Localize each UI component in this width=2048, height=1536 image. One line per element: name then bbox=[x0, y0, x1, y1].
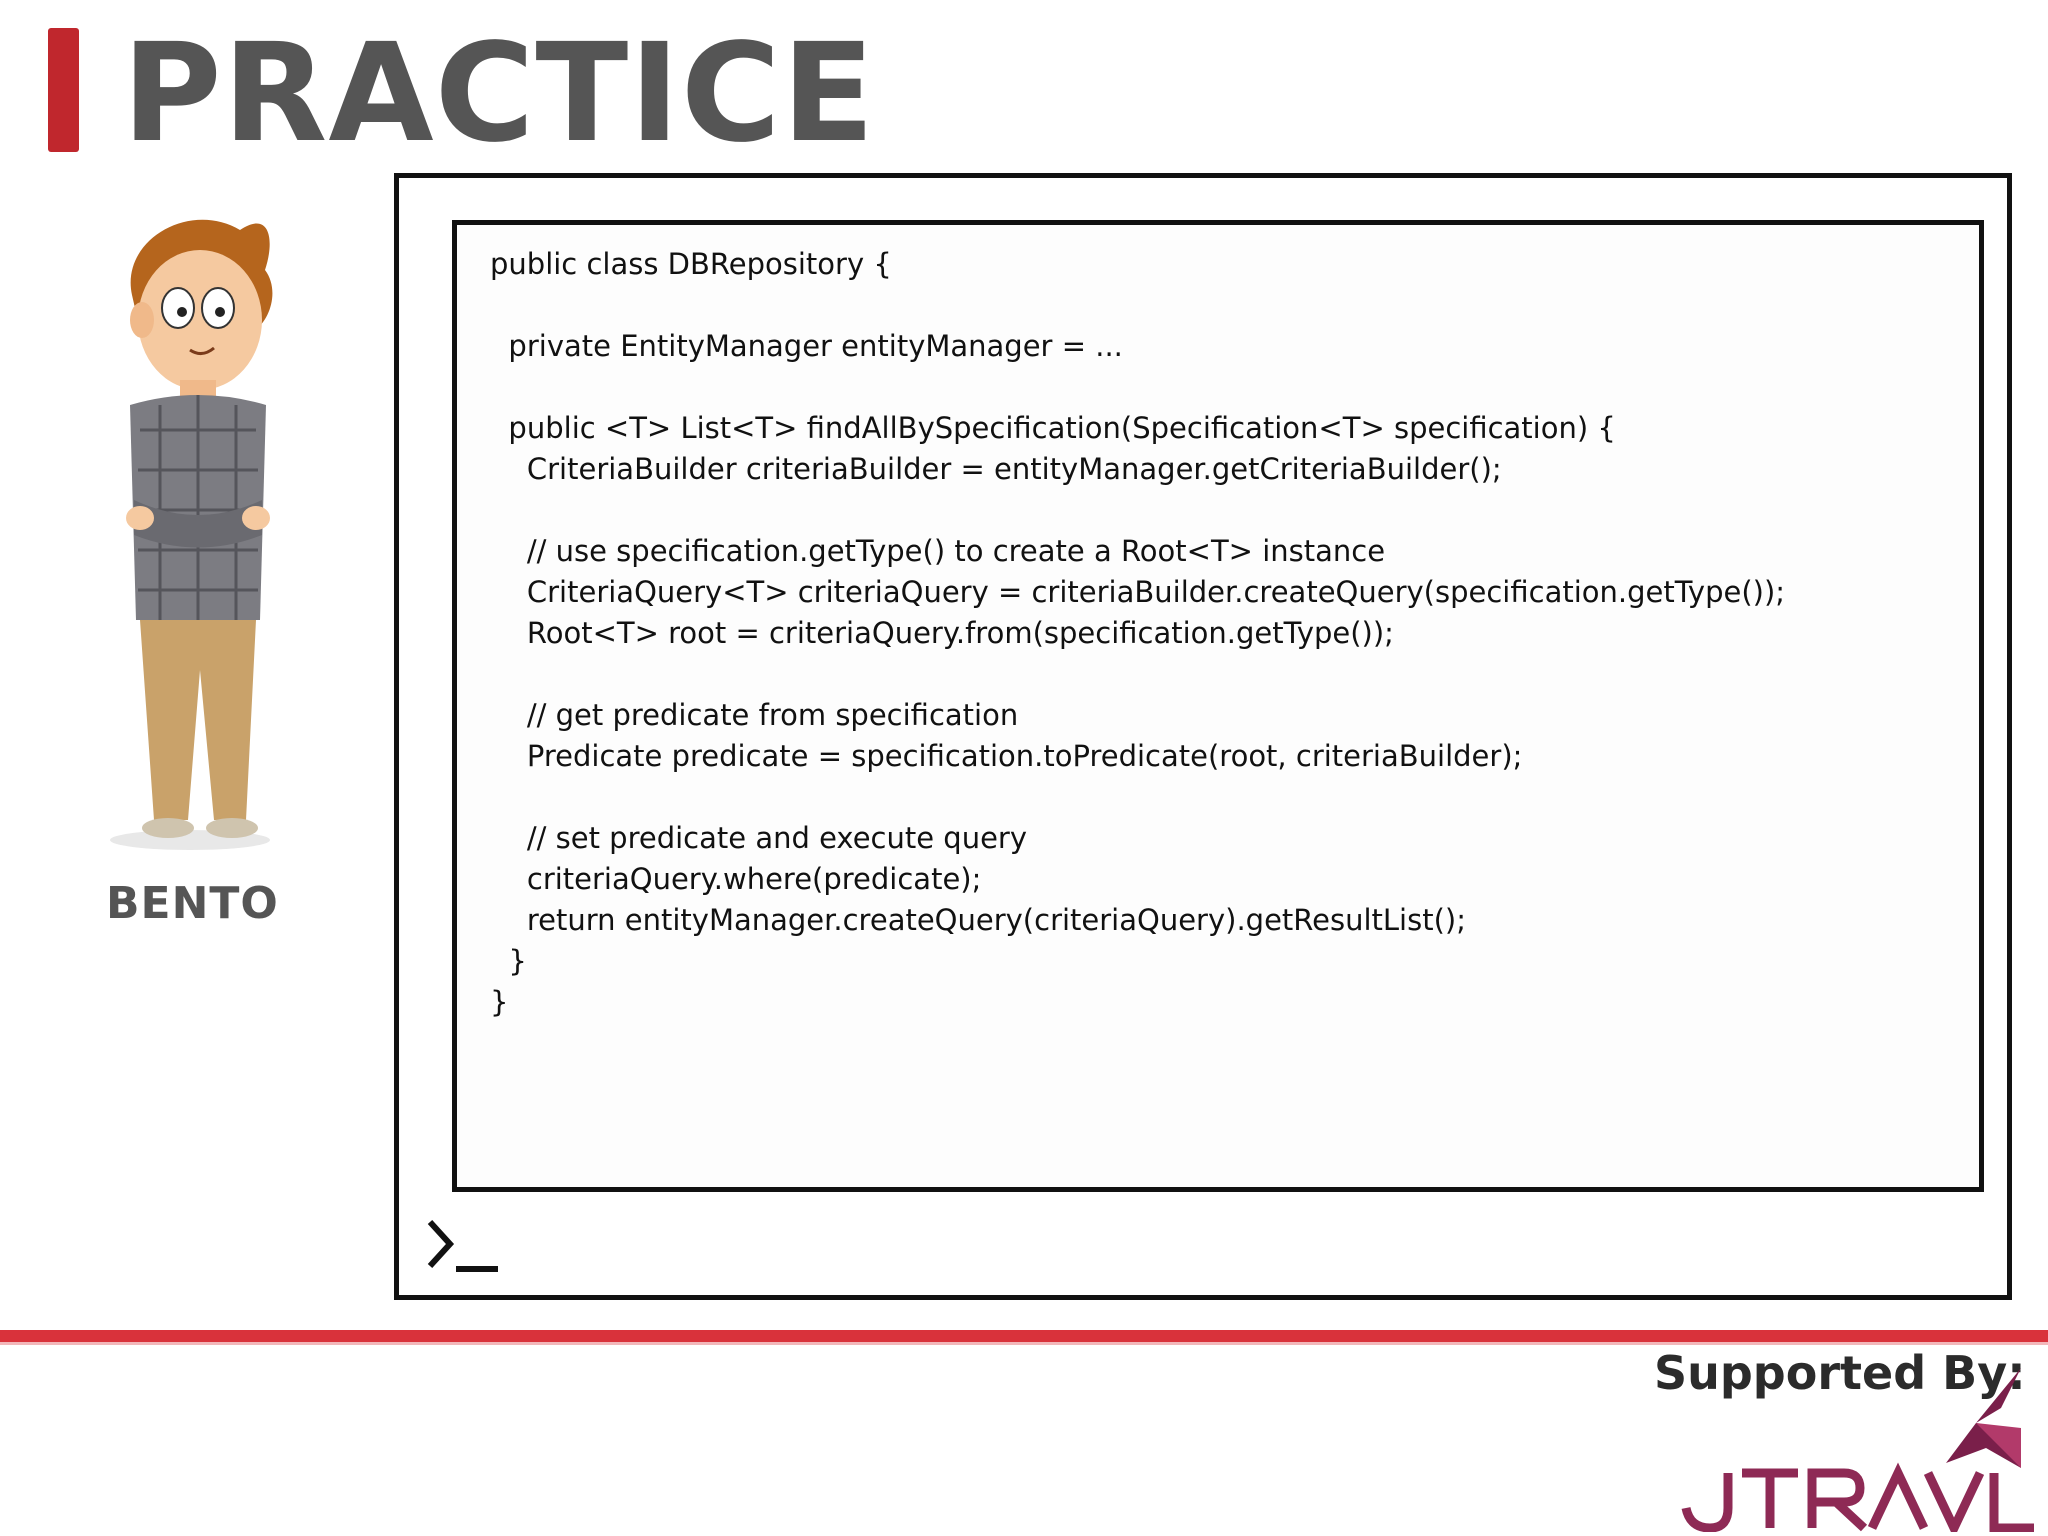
code-line: } bbox=[490, 985, 509, 1019]
character-illustration bbox=[70, 200, 310, 860]
code-line bbox=[490, 285, 1785, 326]
code-line bbox=[490, 490, 1785, 531]
code-line: } bbox=[490, 944, 527, 978]
code-line: // use specification.getType() to create a Root<T> instance bbox=[490, 534, 1386, 568]
code-line: public class DBRepository { bbox=[490, 247, 892, 281]
footer-accent-bar bbox=[0, 1330, 2048, 1342]
title-accent-bar bbox=[48, 28, 79, 152]
code-line bbox=[490, 654, 1785, 695]
supported-by-label: Supported By: bbox=[1654, 1346, 2026, 1400]
code-line: Root<T> root = criteriaQuery.from(specification.getType()); bbox=[490, 616, 1394, 650]
code-line: private EntityManager entityManager = ... bbox=[490, 329, 1123, 363]
code-line: Predicate predicate = specification.toPredicate(root, criteriaBuilder); bbox=[490, 739, 1523, 773]
code-line: // set predicate and execute query bbox=[490, 821, 1028, 855]
code-line bbox=[490, 777, 1785, 818]
terminal-prompt-icon bbox=[424, 1218, 504, 1276]
code-line: CriteriaBuilder criteriaBuilder = entityManager.getCriteriaBuilder(); bbox=[490, 452, 1502, 486]
code-line: criteriaQuery.where(predicate); bbox=[490, 862, 982, 896]
code-line: return entityManager.createQuery(criteriaQuery).getResultList(); bbox=[490, 903, 1466, 937]
page-title: PRACTICE bbox=[122, 15, 876, 173]
code-line: public <T> List<T> findAllBySpecification(Specification<T> specification) { bbox=[490, 411, 1616, 445]
code-line: // get predicate from specification bbox=[490, 698, 1019, 732]
jtravl-logo bbox=[1676, 1368, 2036, 1532]
code-line bbox=[490, 367, 1785, 408]
code-line: CriteriaQuery<T> criteriaQuery = criteriaBuilder.createQuery(specification.getType()); bbox=[490, 575, 1786, 609]
code-block bbox=[490, 244, 1785, 1023]
character-name: BENTO bbox=[106, 878, 279, 929]
